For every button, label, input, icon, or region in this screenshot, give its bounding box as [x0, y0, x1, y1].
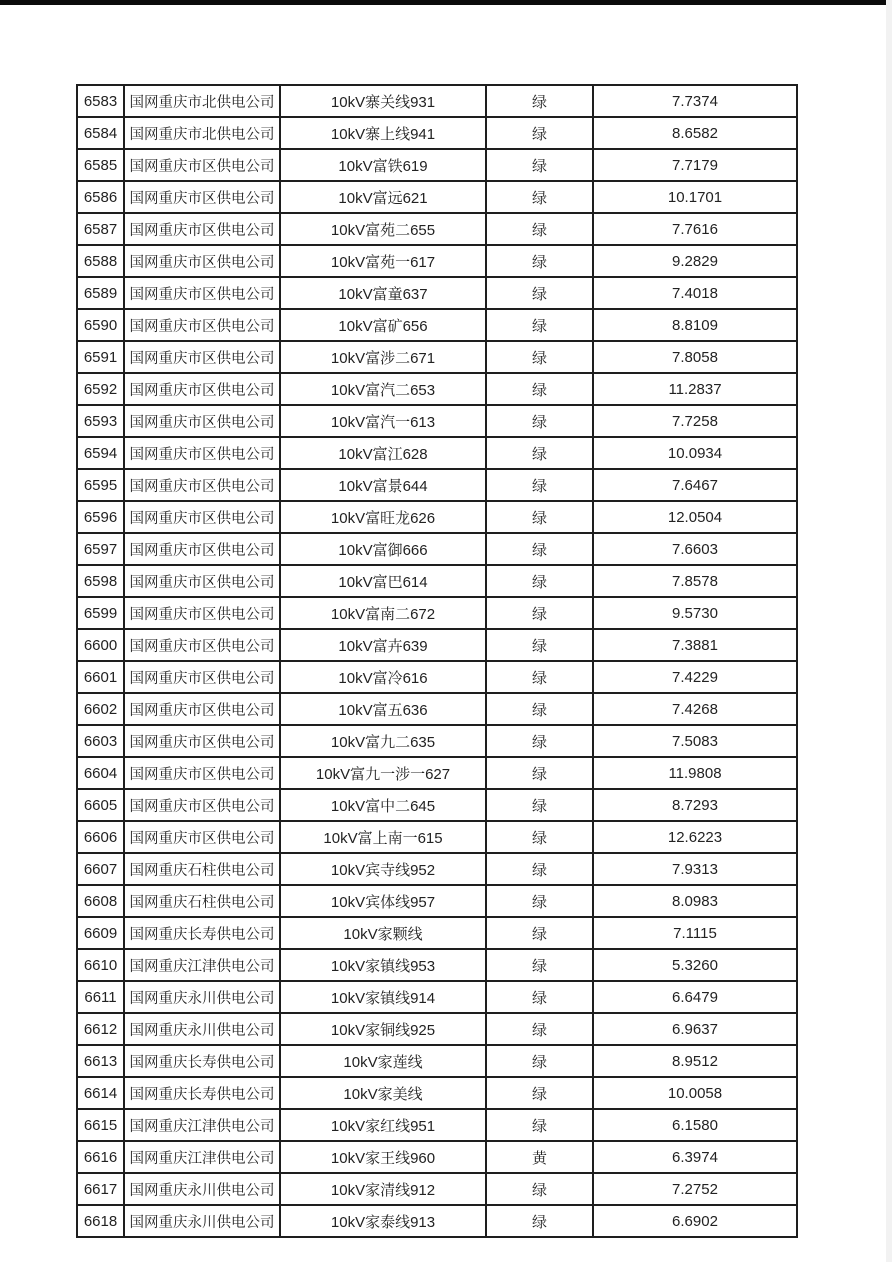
table-row: [77, 181, 797, 213]
value-cell: 6.1580: [593, 1109, 797, 1141]
value-cell: 8.7293: [593, 789, 797, 821]
line-name-cell: 10kV家美线: [280, 1077, 486, 1109]
company-cell: 国网重庆永川供电公司: [124, 1205, 280, 1237]
company-cell: 国网重庆市区供电公司: [124, 789, 280, 821]
table-row: [77, 821, 797, 853]
row-id-cell: 6610: [77, 949, 124, 981]
value-cell: 6.9637: [593, 1013, 797, 1045]
table-row: [77, 917, 797, 949]
table-row: [77, 693, 797, 725]
status-cell: 绿: [486, 1013, 593, 1045]
company-cell: 国网重庆市区供电公司: [124, 725, 280, 757]
status-cell: 绿: [486, 1045, 593, 1077]
value-cell: 9.2829: [593, 245, 797, 277]
company-cell: 国网重庆市区供电公司: [124, 757, 280, 789]
row-id-cell: 6606: [77, 821, 124, 853]
line-name-cell: 10kV家清线912: [280, 1173, 486, 1205]
table-row: [77, 405, 797, 437]
row-id-cell: 6602: [77, 693, 124, 725]
line-name-cell: 10kV富五636: [280, 693, 486, 725]
status-cell: 绿: [486, 469, 593, 501]
value-cell: 6.3974: [593, 1141, 797, 1173]
line-name-cell: 10kV家镇线953: [280, 949, 486, 981]
row-id-cell: 6592: [77, 373, 124, 405]
company-cell: 国网重庆市区供电公司: [124, 213, 280, 245]
row-id-cell: 6605: [77, 789, 124, 821]
row-id-cell: 6617: [77, 1173, 124, 1205]
value-cell: 7.7616: [593, 213, 797, 245]
company-cell: 国网重庆市区供电公司: [124, 469, 280, 501]
status-cell: 绿: [486, 885, 593, 917]
status-cell: 绿: [486, 1205, 593, 1237]
table-row: [77, 789, 797, 821]
row-id-cell: 6598: [77, 565, 124, 597]
table-row: [77, 981, 797, 1013]
line-name-cell: 10kV富苑二655: [280, 213, 486, 245]
table-row: [77, 341, 797, 373]
value-cell: 11.2837: [593, 373, 797, 405]
status-cell: 绿: [486, 981, 593, 1013]
status-cell: 绿: [486, 789, 593, 821]
value-cell: 6.6479: [593, 981, 797, 1013]
line-name-cell: 10kV富旺龙626: [280, 501, 486, 533]
row-id-cell: 6594: [77, 437, 124, 469]
table-row: [77, 565, 797, 597]
line-name-cell: 10kV富远621: [280, 181, 486, 213]
line-name-cell: 10kV富九一涉一627: [280, 757, 486, 789]
row-id-cell: 6612: [77, 1013, 124, 1045]
table-row: [77, 757, 797, 789]
line-name-cell: 10kV家镇线914: [280, 981, 486, 1013]
value-cell: 10.0058: [593, 1077, 797, 1109]
status-cell: 绿: [486, 149, 593, 181]
value-cell: 7.6467: [593, 469, 797, 501]
row-id-cell: 6584: [77, 117, 124, 149]
value-cell: 7.8058: [593, 341, 797, 373]
value-cell: 8.6582: [593, 117, 797, 149]
line-name-cell: 10kV家莲线: [280, 1045, 486, 1077]
value-cell: 7.4229: [593, 661, 797, 693]
table-row: [77, 1013, 797, 1045]
value-cell: 8.9512: [593, 1045, 797, 1077]
value-cell: 7.4018: [593, 277, 797, 309]
table-row: [77, 373, 797, 405]
company-cell: 国网重庆市区供电公司: [124, 181, 280, 213]
status-cell: 绿: [486, 533, 593, 565]
value-cell: 7.5083: [593, 725, 797, 757]
row-id-cell: 6589: [77, 277, 124, 309]
line-name-cell: 10kV富铁619: [280, 149, 486, 181]
status-cell: 黄: [486, 1141, 593, 1173]
row-id-cell: 6603: [77, 725, 124, 757]
value-cell: 8.8109: [593, 309, 797, 341]
row-id-cell: 6614: [77, 1077, 124, 1109]
table-row: [77, 1109, 797, 1141]
row-id-cell: 6607: [77, 853, 124, 885]
value-cell: 10.0934: [593, 437, 797, 469]
table-row: [77, 85, 797, 117]
company-cell: 国网重庆市区供电公司: [124, 821, 280, 853]
company-cell: 国网重庆市北供电公司: [124, 117, 280, 149]
company-cell: 国网重庆永川供电公司: [124, 981, 280, 1013]
table-row: [77, 245, 797, 277]
line-name-cell: 10kV富涉二671: [280, 341, 486, 373]
company-cell: 国网重庆永川供电公司: [124, 1173, 280, 1205]
row-id-cell: 6590: [77, 309, 124, 341]
line-name-cell: 10kV家王线960: [280, 1141, 486, 1173]
value-cell: 12.0504: [593, 501, 797, 533]
line-name-cell: 10kV富上南一615: [280, 821, 486, 853]
row-id-cell: 6595: [77, 469, 124, 501]
status-cell: 绿: [486, 213, 593, 245]
power-line-table: [76, 84, 798, 1238]
status-cell: 绿: [486, 917, 593, 949]
line-name-cell: 10kV富汽二653: [280, 373, 486, 405]
row-id-cell: 6616: [77, 1141, 124, 1173]
company-cell: 国网重庆市区供电公司: [124, 501, 280, 533]
status-cell: 绿: [486, 1173, 593, 1205]
row-id-cell: 6608: [77, 885, 124, 917]
row-id-cell: 6588: [77, 245, 124, 277]
row-id-cell: 6583: [77, 85, 124, 117]
company-cell: 国网重庆市区供电公司: [124, 693, 280, 725]
status-cell: 绿: [486, 629, 593, 661]
company-cell: 国网重庆市区供电公司: [124, 149, 280, 181]
status-cell: 绿: [486, 661, 593, 693]
line-name-cell: 10kV宾寺线952: [280, 853, 486, 885]
status-cell: 绿: [486, 565, 593, 597]
line-name-cell: 10kV富中二645: [280, 789, 486, 821]
company-cell: 国网重庆市北供电公司: [124, 85, 280, 117]
company-cell: 国网重庆市区供电公司: [124, 277, 280, 309]
company-cell: 国网重庆江津供电公司: [124, 1109, 280, 1141]
value-cell: 12.6223: [593, 821, 797, 853]
company-cell: 国网重庆市区供电公司: [124, 341, 280, 373]
table-row: [77, 629, 797, 661]
line-name-cell: 10kV富冷616: [280, 661, 486, 693]
status-cell: 绿: [486, 309, 593, 341]
status-cell: 绿: [486, 341, 593, 373]
line-name-cell: 10kV富苑一617: [280, 245, 486, 277]
line-name-cell: 10kV富卉639: [280, 629, 486, 661]
table-row: [77, 117, 797, 149]
table-row: [77, 533, 797, 565]
company-cell: 国网重庆石柱供电公司: [124, 853, 280, 885]
company-cell: 国网重庆市区供电公司: [124, 661, 280, 693]
value-cell: 7.8578: [593, 565, 797, 597]
table-row: [77, 597, 797, 629]
value-cell: 9.5730: [593, 597, 797, 629]
row-id-cell: 6609: [77, 917, 124, 949]
table-row: [77, 853, 797, 885]
table-row: [77, 1173, 797, 1205]
line-name-cell: 10kV富巴614: [280, 565, 486, 597]
value-cell: 10.1701: [593, 181, 797, 213]
table-row: [77, 885, 797, 917]
table-row: [77, 1141, 797, 1173]
status-cell: 绿: [486, 117, 593, 149]
table-row: [77, 661, 797, 693]
table-row: [77, 501, 797, 533]
table-row: [77, 469, 797, 501]
status-cell: 绿: [486, 181, 593, 213]
company-cell: 国网重庆市区供电公司: [124, 405, 280, 437]
status-cell: 绿: [486, 1077, 593, 1109]
company-cell: 国网重庆市区供电公司: [124, 437, 280, 469]
line-name-cell: 10kV富九二635: [280, 725, 486, 757]
status-cell: 绿: [486, 949, 593, 981]
row-id-cell: 6615: [77, 1109, 124, 1141]
row-id-cell: 6601: [77, 661, 124, 693]
value-cell: 7.4268: [593, 693, 797, 725]
company-cell: 国网重庆长寿供电公司: [124, 917, 280, 949]
table-row: [77, 277, 797, 309]
line-name-cell: 10kV富汽一613: [280, 405, 486, 437]
value-cell: 5.3260: [593, 949, 797, 981]
value-cell: 8.0983: [593, 885, 797, 917]
company-cell: 国网重庆市区供电公司: [124, 309, 280, 341]
company-cell: 国网重庆市区供电公司: [124, 597, 280, 629]
status-cell: 绿: [486, 437, 593, 469]
status-cell: 绿: [486, 821, 593, 853]
line-name-cell: 10kV富江628: [280, 437, 486, 469]
value-cell: 11.9808: [593, 757, 797, 789]
company-cell: 国网重庆长寿供电公司: [124, 1045, 280, 1077]
line-name-cell: 10kV家颗线: [280, 917, 486, 949]
value-cell: 7.6603: [593, 533, 797, 565]
row-id-cell: 6596: [77, 501, 124, 533]
line-name-cell: 10kV寨上线941: [280, 117, 486, 149]
table-row: [77, 213, 797, 245]
value-cell: 7.7179: [593, 149, 797, 181]
line-name-cell: 10kV家铜线925: [280, 1013, 486, 1045]
status-cell: 绿: [486, 693, 593, 725]
company-cell: 国网重庆石柱供电公司: [124, 885, 280, 917]
row-id-cell: 6586: [77, 181, 124, 213]
line-name-cell: 10kV家泰线913: [280, 1205, 486, 1237]
table-row: [77, 1205, 797, 1237]
line-name-cell: 10kV家红线951: [280, 1109, 486, 1141]
row-id-cell: 6597: [77, 533, 124, 565]
status-cell: 绿: [486, 373, 593, 405]
company-cell: 国网重庆市区供电公司: [124, 629, 280, 661]
status-cell: 绿: [486, 277, 593, 309]
row-id-cell: 6587: [77, 213, 124, 245]
value-cell: 6.6902: [593, 1205, 797, 1237]
row-id-cell: 6618: [77, 1205, 124, 1237]
status-cell: 绿: [486, 245, 593, 277]
company-cell: 国网重庆市区供电公司: [124, 533, 280, 565]
status-cell: 绿: [486, 405, 593, 437]
status-cell: 绿: [486, 725, 593, 757]
table-row: [77, 437, 797, 469]
company-cell: 国网重庆江津供电公司: [124, 949, 280, 981]
company-cell: 国网重庆永川供电公司: [124, 1013, 280, 1045]
table-row: [77, 1077, 797, 1109]
row-id-cell: 6591: [77, 341, 124, 373]
table-row: [77, 725, 797, 757]
line-name-cell: 10kV富景644: [280, 469, 486, 501]
value-cell: 7.2752: [593, 1173, 797, 1205]
line-name-cell: 10kV宾体线957: [280, 885, 486, 917]
status-cell: 绿: [486, 757, 593, 789]
company-cell: 国网重庆市区供电公司: [124, 565, 280, 597]
table-row: [77, 949, 797, 981]
company-cell: 国网重庆长寿供电公司: [124, 1077, 280, 1109]
value-cell: 7.3881: [593, 629, 797, 661]
row-id-cell: 6585: [77, 149, 124, 181]
page-top-edge-bar: [0, 0, 886, 5]
status-cell: 绿: [486, 853, 593, 885]
company-cell: 国网重庆江津供电公司: [124, 1141, 280, 1173]
row-id-cell: 6613: [77, 1045, 124, 1077]
value-cell: 7.7374: [593, 85, 797, 117]
company-cell: 国网重庆市区供电公司: [124, 373, 280, 405]
status-cell: 绿: [486, 85, 593, 117]
line-name-cell: 10kV富御666: [280, 533, 486, 565]
line-name-cell: 10kV富南二672: [280, 597, 486, 629]
value-cell: 7.9313: [593, 853, 797, 885]
table-row: [77, 1045, 797, 1077]
line-name-cell: 10kV富童637: [280, 277, 486, 309]
company-cell: 国网重庆市区供电公司: [124, 245, 280, 277]
status-cell: 绿: [486, 501, 593, 533]
line-name-cell: 10kV寨关线931: [280, 85, 486, 117]
table-body: [77, 85, 797, 1237]
row-id-cell: 6611: [77, 981, 124, 1013]
value-cell: 7.7258: [593, 405, 797, 437]
table-row: [77, 309, 797, 341]
table-row: [77, 149, 797, 181]
row-id-cell: 6604: [77, 757, 124, 789]
status-cell: 绿: [486, 597, 593, 629]
row-id-cell: 6593: [77, 405, 124, 437]
line-name-cell: 10kV富矿656: [280, 309, 486, 341]
status-cell: 绿: [486, 1109, 593, 1141]
row-id-cell: 6599: [77, 597, 124, 629]
value-cell: 7.1115: [593, 917, 797, 949]
row-id-cell: 6600: [77, 629, 124, 661]
page-right-edge: [886, 0, 892, 1262]
